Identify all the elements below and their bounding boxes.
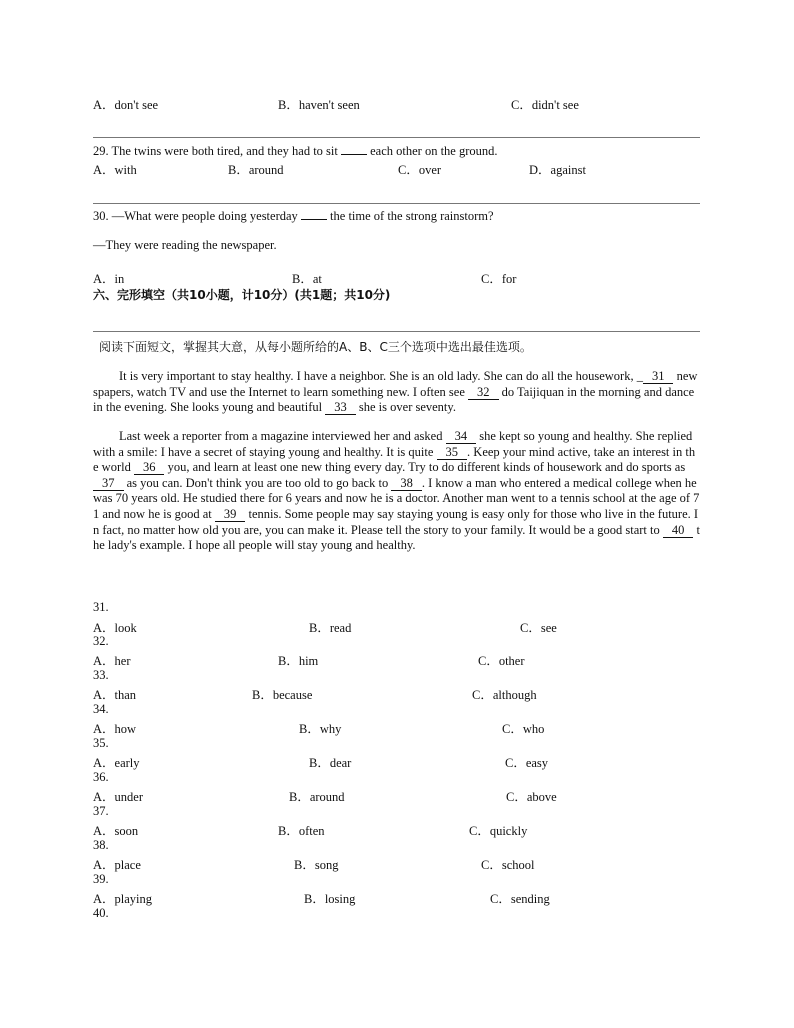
passage-text: you, and learn at least one new thing every day. Try to do different kinds of housework and do sports as bbox=[164, 460, 686, 475]
question-number: 38. bbox=[93, 838, 109, 852]
answer-blank bbox=[341, 144, 367, 155]
section-instruction: 阅读下面短文，掌握其大意，从每小题所给的A、B、C三个选项中选出最佳选项。 bbox=[99, 340, 532, 354]
passage-paragraph-2 bbox=[93, 429, 700, 554]
question-number: 31. bbox=[93, 600, 109, 614]
question-number: 35. bbox=[93, 736, 109, 750]
divider bbox=[93, 203, 700, 204]
blank-31: 31 bbox=[643, 369, 674, 384]
q29-option-d: D．against bbox=[529, 163, 586, 177]
question-number: 32. bbox=[93, 634, 109, 648]
divider bbox=[93, 137, 700, 138]
question-number: 34. bbox=[93, 702, 109, 716]
passage-text: do Taijiquan in the morning and dance in the evening. She looks young and beautiful bbox=[93, 384, 695, 415]
option-b: B．around bbox=[289, 790, 345, 804]
option-c: C．above bbox=[506, 790, 557, 804]
passage-text: . Keep your mind active, take an interest in the world bbox=[93, 444, 696, 475]
option-a: A．than bbox=[93, 688, 137, 702]
passage-text: the lady's example. I hope all people will stay young and healthy. bbox=[93, 522, 700, 553]
option-c: C．easy bbox=[505, 756, 549, 770]
blank-34: 34 bbox=[446, 429, 477, 444]
question-30 bbox=[93, 209, 494, 224]
passage-text: she kept so young and healthy. She replied with a smile: I have a secret of staying young and healthy. It is quite bbox=[93, 429, 693, 459]
option-b: B．often bbox=[278, 824, 325, 838]
passage-text: she is over seventy. bbox=[355, 400, 456, 415]
blank-37: 37 bbox=[93, 476, 124, 491]
question-text: the time of the strong rainstorm? bbox=[330, 209, 494, 223]
option-a: A．early bbox=[93, 756, 140, 770]
question-number: 40. bbox=[93, 906, 109, 920]
q30-option-c: C．for bbox=[481, 272, 517, 286]
question-29 bbox=[93, 144, 498, 159]
question-number: 36. bbox=[93, 770, 109, 784]
option-c: C．school bbox=[481, 858, 535, 872]
question-number: 39. bbox=[93, 872, 109, 886]
option-a: A．place bbox=[93, 858, 141, 872]
option-a: A．how bbox=[93, 722, 137, 736]
option-b: B．why bbox=[299, 722, 342, 736]
question-text: —What were people doing yesterday bbox=[111, 209, 298, 223]
option-b: B．losing bbox=[304, 892, 356, 906]
question-text: each other on the ground. bbox=[370, 144, 498, 158]
question-number: 37. bbox=[93, 804, 109, 818]
passage-text: as you can. Don't think you are too old to go back to bbox=[123, 475, 392, 490]
q28-option-c: C．didn't see bbox=[511, 98, 579, 112]
blank-36: 36 bbox=[134, 460, 165, 475]
q30-reply: —They were reading the newspaper. bbox=[93, 238, 277, 252]
passage-text: Last week a reporter from a magazine interviewed her and asked bbox=[119, 429, 446, 443]
blank-35: 35 bbox=[437, 445, 468, 460]
q29-option-b: B．around bbox=[228, 163, 284, 177]
question-number: 33. bbox=[93, 668, 109, 682]
answer-blank bbox=[301, 209, 327, 220]
q29-option-c: C．over bbox=[398, 163, 442, 177]
passage-text: . I know a man who entered a medical college when he was 70 years old. He studied there for 6 years and now he is a doctor. Another man went to a tennis school at the age of 71 and now he is good at bbox=[93, 475, 700, 521]
blank-33: 33 bbox=[325, 400, 356, 415]
passage-text: tennis. Some people may say staying young is easy only for those who live in the future. In fact, no matter how old you are, you can make it. Please tell the story to your family. It would be a good start to bbox=[93, 506, 699, 537]
q29-option-a: A．with bbox=[93, 163, 137, 177]
option-c: C．quickly bbox=[469, 824, 528, 838]
passage-paragraph-1 bbox=[93, 369, 700, 416]
option-a: A．soon bbox=[93, 824, 139, 838]
option-a: A．playing bbox=[93, 892, 153, 906]
section-title: 六、完形填空（共10小题，计10分）(共1题；共10分) bbox=[93, 288, 391, 302]
blank-38: 38 bbox=[391, 476, 422, 491]
question-number: 30. bbox=[93, 209, 109, 223]
question-number: 29. bbox=[93, 144, 109, 158]
q28-option-b: B．haven't seen bbox=[278, 98, 360, 112]
option-c: C．sending bbox=[490, 892, 550, 906]
passage-text: newspapers, watch TV and use the Internet to learn something new. I often see bbox=[93, 369, 698, 399]
blank-40: 40 bbox=[663, 523, 694, 538]
option-b: B．read bbox=[309, 621, 352, 635]
option-b: B．because bbox=[252, 688, 313, 702]
option-a: A．her bbox=[93, 654, 131, 668]
option-a: A．under bbox=[93, 790, 143, 804]
blank-32: 32 bbox=[468, 385, 499, 400]
q30-option-a: A．in bbox=[93, 272, 125, 286]
option-c: C．see bbox=[520, 621, 557, 635]
divider bbox=[93, 331, 700, 332]
option-c: C．although bbox=[472, 688, 537, 702]
option-b: B．dear bbox=[309, 756, 352, 770]
option-c: C．other bbox=[478, 654, 525, 668]
passage-text: It is very important to stay healthy. I have a neighbor. She is an old lady. She can do all the housework, _ bbox=[119, 369, 643, 383]
q28-option-a: A．don't see bbox=[93, 98, 159, 112]
option-c: C．who bbox=[502, 722, 545, 736]
option-a: A．look bbox=[93, 621, 137, 635]
question-text: The twins were both tired, and they had to sit bbox=[111, 144, 338, 158]
option-b: B．him bbox=[278, 654, 319, 668]
blank-39: 39 bbox=[215, 507, 246, 522]
q30-option-b: B．at bbox=[292, 272, 322, 286]
option-b: B．song bbox=[294, 858, 339, 872]
